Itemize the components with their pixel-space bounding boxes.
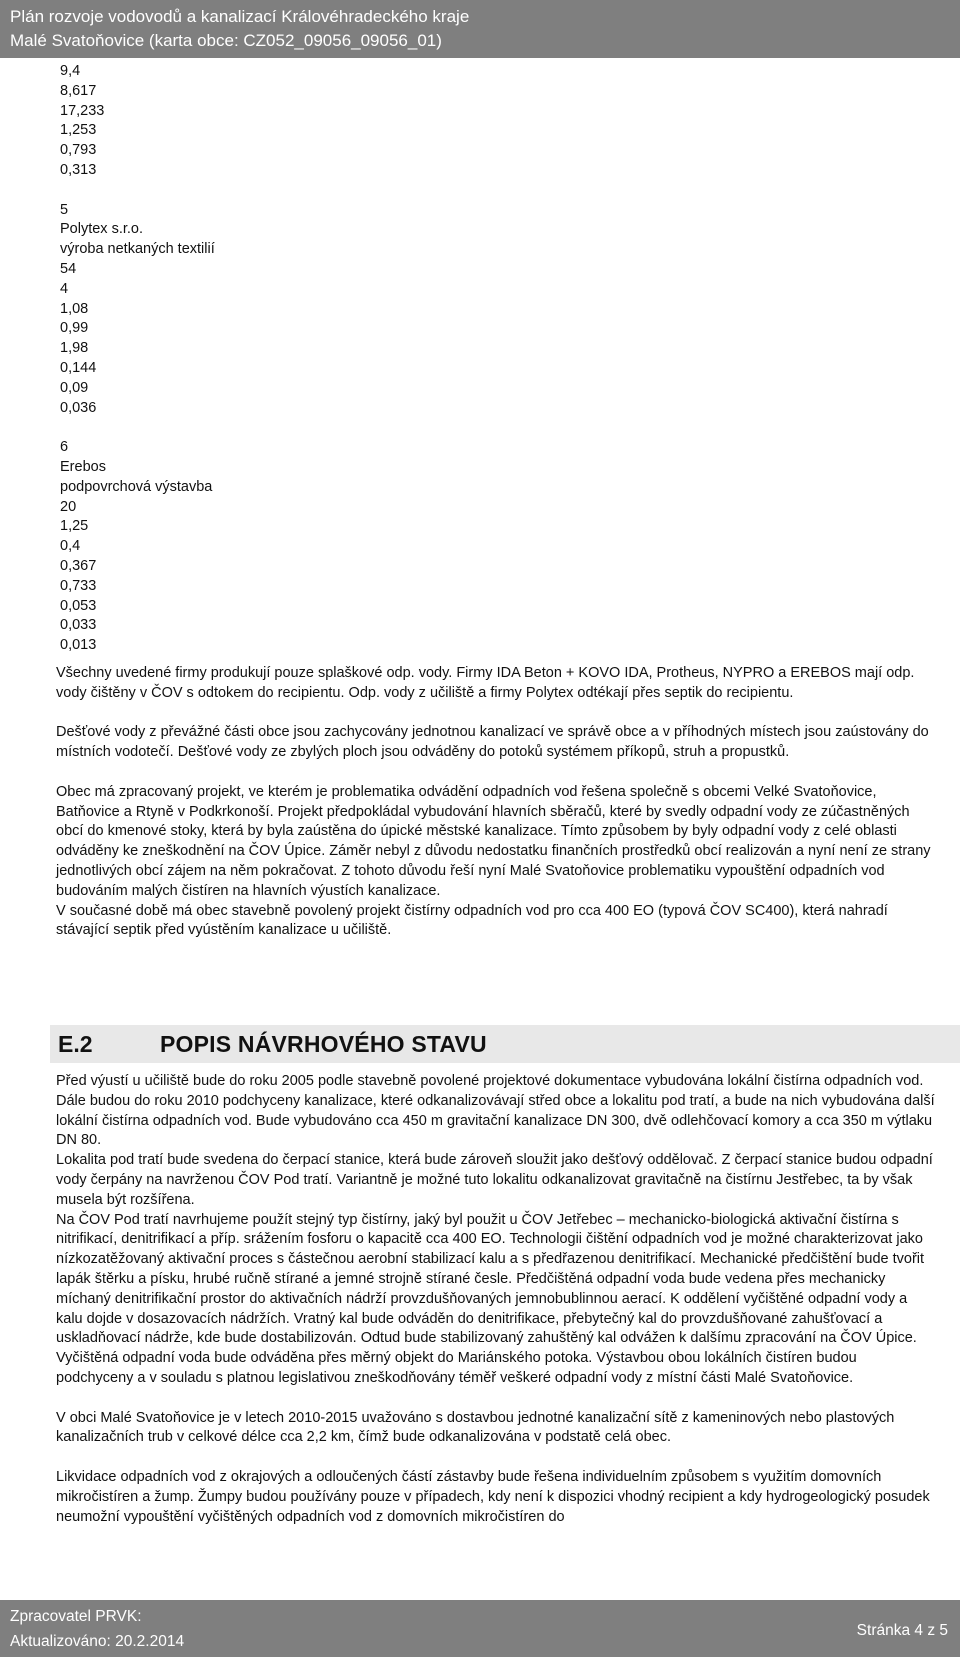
value-item: Erebos — [60, 458, 106, 475]
footer-author: Zpracovatel PRVK: — [10, 1608, 142, 1625]
paragraph: Před výustí u učiliště bude do roku 2005 podle stavebně povolené projektové dokumentace vybudována lokální čistírna odpadních vod. Dále budou do roku 2010 podchyceny kanalizace, které odkanalizovávají střed obce a lokalitu pod tratí, a bude na nich vybudována další lokální čistírna odpadních vod. Bude vybudováno cca 450 m gravitační kanalizace DN 300, dvě odlehčovací komory a cca 350 m výtlaku DN 80. Lokalita pod tratí bude svedena do čerpací stanice, která bude zároveň sloužit jako dešťový oddělovač. Z čerpací stanice budou odpadní vody čerpány na navrženou ČOV Pod tratí. Variantně je možné tuto lokalitu odkanalizovat gravitačně na čistírnu Jestřebec, ta by však musela být rozšířena. Na ČOV Pod tratí navrhujeme použít stejný typ čistírny, jaký byl použit u ČOV Jetřebec – mechanicko-biologická aktivační čistírna s nitrifikací, denitrifikací a příp. srážením fosforu o kapacitě cca 400 EO. Technologii čištění odpadních vod je možné charakterizovat jako nízkozatěžovaný aktivační proces s částečnou aerobní stabilizací kalu a s předřazenou denitrifikací. Mechanické předčištění bude tvořit lapák štěrku a písku, hrubé ručně stírané a jemné strojně stírané česle. Předčištěná odpadní voda bude vedena přes mechanicky míchaný denitrifikační prostor do aktivačních nádrží provzdušňovaných jemnobublinnou aerací. K oddělení vyčištěné odpadní vody a kalu dojde v dosazovacích nádržích. Vratný kal bude odváděn do denitrifikace, přebytečný kal do provzdušňované zahušťovací a uskladňovací nádrže, kde bude dostabilizován. Odtud bude stabilizovaný zahuštěný kal odvážen k dalšímu zpracování na ČOV Úpice. Vyčištěná odpadní voda bude odváděna přes měrný objekt do Mariánského potoka. Výstavbou obou lokálních čistíren budou podchyceny a v souladu s platnou legislativou zneškodňovány téměř veškeré odpadní vody z místní části Malé Svatoňovice. — [56, 1073, 935, 1386]
section-title: POPIS NÁVRHOVÉHO STAVU — [160, 1031, 487, 1057]
value-item: 0,4 — [60, 538, 81, 555]
value-item: 0,793 — [60, 142, 97, 159]
paragraph: Dešťové vody z převážné části obce jsou zachycovány jednotnou kanalizací ve správě obce a v příhodných místech jsou zaústovány do místních vodotečí. Dešťové vody ze zbylých ploch jsou odváděny do potoků systémem příkopů, struh a propustků. — [56, 724, 929, 761]
value-item: 6 — [60, 439, 69, 456]
body-text-upper — [56, 664, 936, 941]
value-item: 0,367 — [60, 557, 97, 574]
value-item: 0,99 — [60, 320, 89, 337]
document-title: Plán rozvoje vodovodů a kanalizací Královéhradeckého kraje — [10, 7, 470, 26]
value-item: 1,08 — [60, 300, 89, 317]
value-item: 8,617 — [60, 82, 97, 99]
page-number: Stránka 4 z 5 — [856, 1622, 948, 1639]
value-item: 1,98 — [60, 340, 89, 357]
value-item: 20 — [60, 498, 77, 515]
value-item: 54 — [60, 260, 77, 277]
value-item: 0,033 — [60, 617, 97, 634]
section-number: E.2 — [58, 1031, 93, 1057]
value-item: 0,036 — [60, 399, 97, 416]
body-text-lower — [56, 1072, 936, 1527]
value-item: podpovrchová výstavba — [60, 478, 213, 495]
paragraph: Obec má zpracovaný projekt, ve kterém je problematika odvádění odpadních vod řešena společně s obcemi Velké Svatoňovice, Batňovice a Rtyně v Podkrkonoší. Projekt předpokládal vybudování hlavních sběračů, které by svedly odpadní vody ze zúčastněných obcí do kmenové stoky, která by byla zaústěna do úpické městské kanalizace. Tímto způsobem by byly odpadní vody z celé oblasti odváděny ke zneškodnění na ČOV Úpice. Záměr nebyl z důvodu nedostatku finančních prostředků obcí realizován a nyní není ze strany jednotlivých obcí zájem na něm pokračovat. Z tohoto důvodu řeší nyní Malé Svatoňovice problematiku vypouštění odpadních vod budováním malých čistíren na hlavních výustích kanalizace. V současné době má obec stavebně povolený projekt čistírny odpadních vod pro cca 400 EO (typová ČOV SC400), která nahradí stávající septik před vyústěním kanalizace u učiliště. — [56, 783, 931, 939]
value-item: 4 — [60, 280, 69, 297]
value-item: 1,253 — [60, 122, 97, 139]
page-header — [0, 0, 960, 58]
value-item: 9,4 — [60, 63, 81, 79]
value-item: 1,25 — [60, 518, 89, 535]
page-footer — [0, 1600, 960, 1657]
section-heading — [50, 1025, 960, 1063]
value-item: 17,233 — [60, 102, 105, 119]
value-item: 0,013 — [60, 637, 97, 654]
paragraph: Všechny uvedené firmy produkují pouze splaškové odp. vody. Firmy IDA Beton + KOVO IDA, Protheus, NYPRO a EREBOS mají odp. vody čištěny v ČOV s odtokem do recipientu. Odp. vody z učiliště a firmy Polytex odtékají přes septik do recipientu. — [56, 665, 915, 701]
value-item: výroba netkaných textilií — [60, 241, 215, 258]
value-item: 0,733 — [60, 577, 97, 594]
value-item: 0,313 — [60, 161, 97, 178]
value-item: 0,053 — [60, 597, 97, 614]
paragraph: V obci Malé Svatoňovice je v letech 2010-2015 uvažováno s dostavbou jednotné kanalizační sítě z kameninových nebo plastových kanalizačních trub v celkové délce cca 2,2 km, čímž bude odkanalizována v podstatě celá obec. — [56, 1409, 895, 1446]
values-list — [60, 62, 215, 656]
value-item: 5 — [60, 201, 69, 218]
value-item: Polytex s.r.o. — [60, 221, 144, 238]
paragraph: Likvidace odpadních vod z okrajových a odloučených částí zástavby bude řešena individuelním způsobem s využitím domovních mikročistíren a žump. Žumpy budou používány pouze v případech, kdy není k dispozici vhodný recipient a kdy hydrogeologický posudek neumožní vypouštění vyčištěných odpadních vod z domovních mikročistíren do — [56, 1468, 930, 1525]
value-item: 0,144 — [60, 359, 97, 376]
value-item: 0,09 — [60, 379, 89, 396]
footer-updated: Aktualizováno: 20.2.2014 — [10, 1633, 185, 1650]
document-subtitle: Malé Svatoňovice (karta obce: CZ052_09056_09056_01) — [10, 31, 442, 50]
